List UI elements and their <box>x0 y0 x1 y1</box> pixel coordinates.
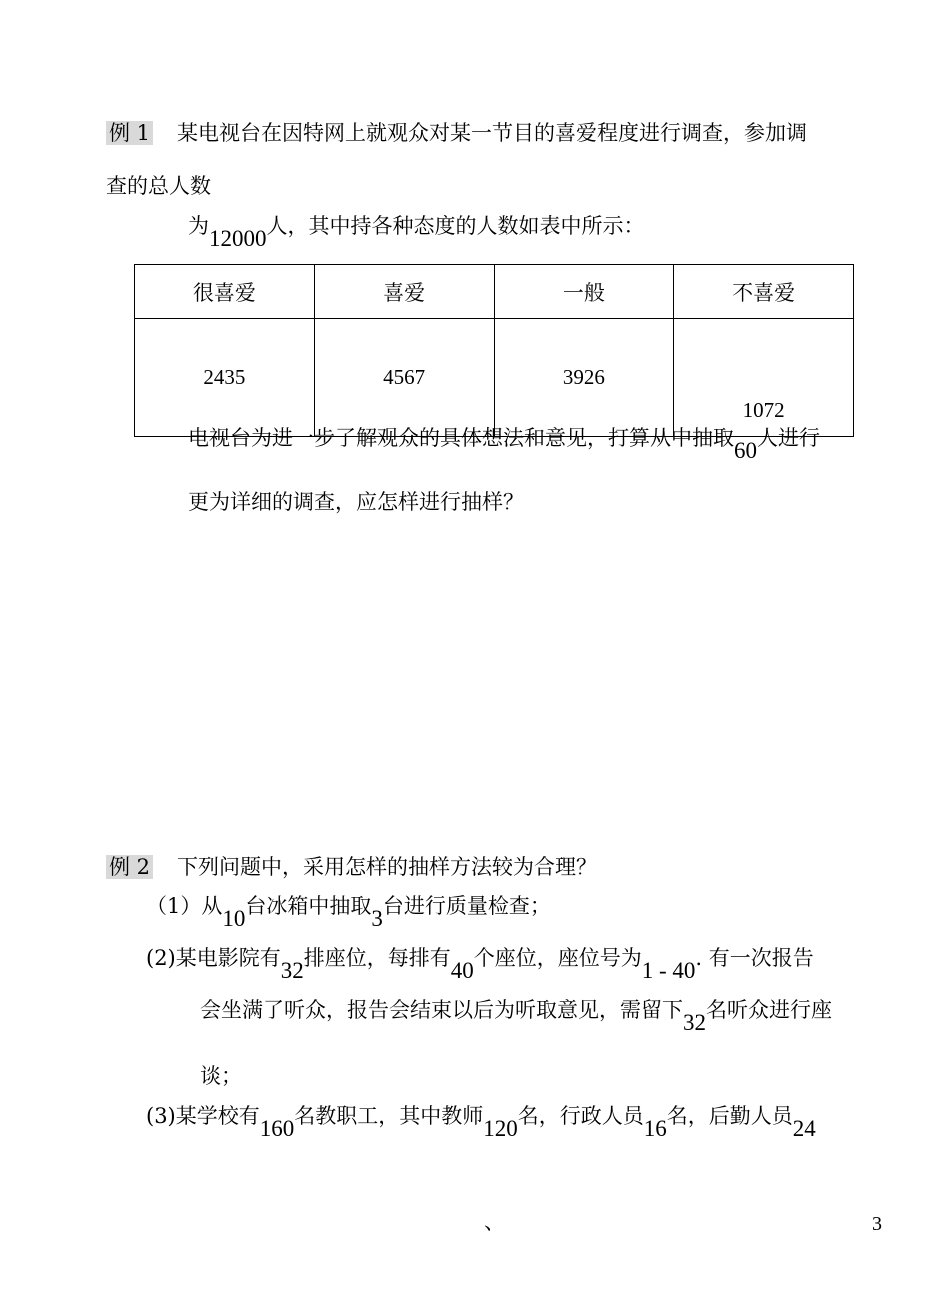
example1-label: 例 1 <box>106 121 153 145</box>
q2-prefix: (2)某电影院有 <box>146 946 281 970</box>
q2-text: . 有一次报告 <box>695 946 814 970</box>
example1-line4-pre: 电视台为进一步了解观众的具体想法和意见，打算从中抽取 <box>188 426 734 450</box>
table-cell: 4567 <box>314 319 494 437</box>
q2-number: 32 <box>280 958 304 983</box>
question-2-line1 <box>146 946 814 983</box>
table-header-row <box>135 265 854 319</box>
example1-line4 <box>188 426 820 463</box>
q2-text: 个座位，座位号为 <box>473 946 642 970</box>
q2-number: 40 <box>450 958 474 983</box>
q2-number: 32 <box>683 1010 706 1035</box>
q2-text: 名听众进行座 <box>706 998 832 1022</box>
footer-mark: 、 <box>484 1210 505 1234</box>
table-cell: 1072 <box>674 319 854 437</box>
q3-number: 24 <box>792 1116 816 1141</box>
example1-line3 <box>188 214 645 251</box>
header-cell: 喜爱 <box>314 265 494 319</box>
q2-number: 1 - 40 <box>641 958 696 983</box>
total-count: 12000 <box>209 226 267 251</box>
example1-text-line1: 某电视台在因特网上就观众对某一节目的喜爱程度进行调查，参加调 <box>177 121 808 145</box>
example1-line2: 查的总人数 <box>106 174 211 198</box>
example1-line3-pre: 为 <box>188 214 209 238</box>
example1-line4-post: 人进行 <box>757 426 820 450</box>
q3-text: 名，行政人员 <box>517 1104 644 1128</box>
example2-intro-line <box>106 857 597 878</box>
q3-text: 名教职工，其中教师 <box>294 1104 484 1128</box>
q3-number: 160 <box>259 1116 295 1141</box>
q1-text: 台冰箱中抽取 <box>245 894 372 918</box>
q3-number: 120 <box>483 1116 518 1141</box>
sample-count: 60 <box>734 438 757 463</box>
question-2-line2 <box>200 998 832 1035</box>
example1-line5: 更为详细的调查，应怎样进行抽样？ <box>188 490 524 514</box>
header-cell: 不喜爱 <box>674 265 854 319</box>
q2-text: 排座位，每排有 <box>303 946 451 970</box>
q1-text: 台进行质量检查； <box>382 894 551 918</box>
q3-text: 名，后勤人员 <box>666 1104 793 1128</box>
question-1 <box>146 894 551 931</box>
table-row <box>135 319 854 437</box>
table-cell: 3926 <box>494 319 674 437</box>
question-2-line3: 谈； <box>200 1064 242 1088</box>
q1-number: 3 <box>371 906 383 931</box>
table-cell: 2435 <box>135 319 315 437</box>
example2-label: 例 2 <box>106 855 153 879</box>
q1-prefix: （1）从 <box>146 894 223 918</box>
example1-line3-post: 人，其中持各种态度的人数如表中所示： <box>266 214 645 238</box>
header-cell: 很喜爱 <box>135 265 315 319</box>
header-cell: 一般 <box>494 265 674 319</box>
q3-prefix: (3)某学校有 <box>146 1104 260 1128</box>
question-3 <box>146 1104 816 1141</box>
page-number: 3 <box>872 1213 882 1235</box>
example2-intro: 下列问题中，采用怎样的抽样方法较为合理？ <box>177 855 598 879</box>
attitude-table <box>134 264 854 437</box>
q3-number: 16 <box>643 1116 667 1141</box>
example1-line1 <box>106 123 807 144</box>
q2-text: 会坐满了听众，报告会结束以后为听取意见，需留下 <box>200 998 683 1022</box>
q1-number: 10 <box>222 906 246 931</box>
